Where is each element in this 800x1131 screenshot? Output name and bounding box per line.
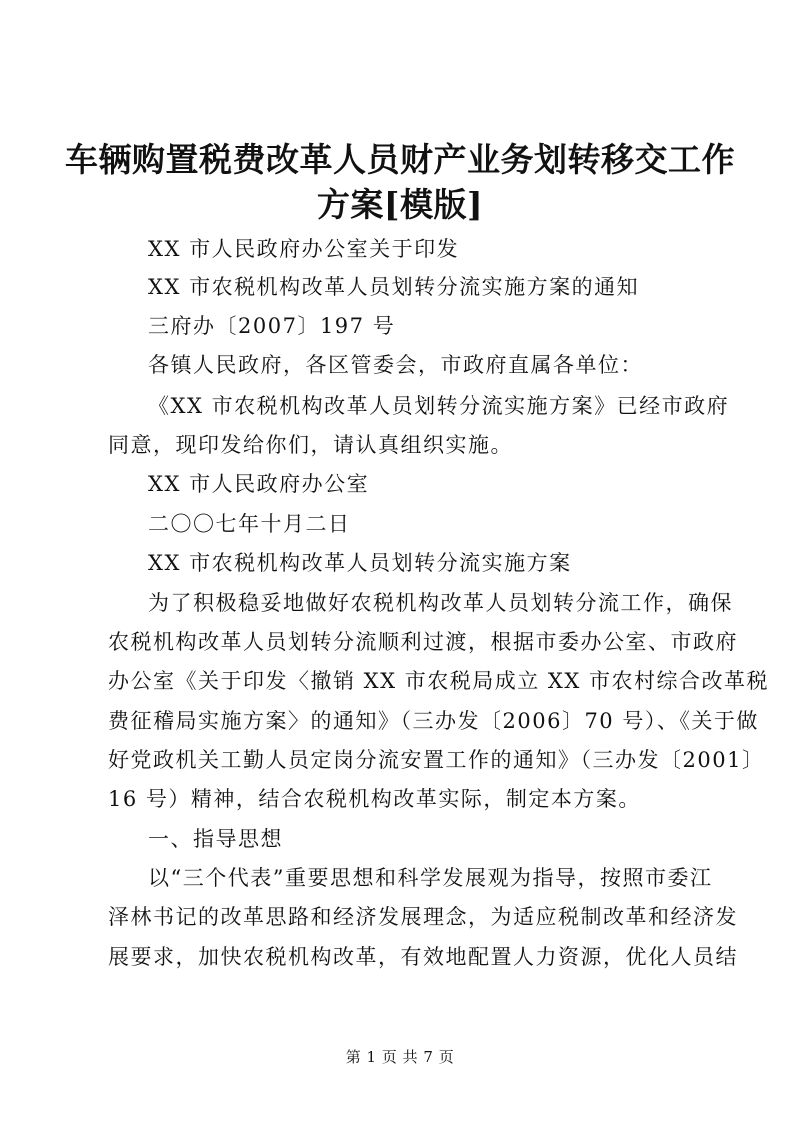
body-line: XX 市农税机构改革人员划转分流实施方案的通知 [148,275,640,299]
page-footer: 第 1 页 共 7 页 [345,1048,455,1066]
body-line: 办公室《关于印发〈撤销 XX 市农税局成立 XX 市农村综合改革税 [108,669,769,693]
body-line: 以“三个代表”重要思想和科学发展观为指导，按照市委江 [148,866,713,890]
body-line: XX 市人民政府办公室关于印发 [148,237,460,261]
body-line: 《XX 市农税机构改革人员划转分流实施方案》已经市政府 [148,394,730,418]
body-line: 三府办〔2007〕197 号 [148,314,396,338]
body-line: XX 市农税机构改革人员划转分流实施方案 [148,551,572,575]
body-line: 农税机构改革人员划转分流顺利过渡，根据市委办公室、市政府 [108,630,738,654]
body-line: 二〇〇七年十月二日 [148,512,351,536]
body-line: 同意，现印发给你们，请认真组织实施。 [108,433,513,457]
document-title-line-2: 方案[模版] [316,185,484,224]
body-line: 泽林书记的改革思路和经济发展理念，为适应税制改革和经济发 [108,905,738,929]
section-heading: 一、指导思想 [148,827,283,851]
body-line: 各镇人民政府，各区管委会，市政府直属各单位： [148,353,643,377]
document-title-line-1: 车辆购置税费改革人员财产业务划转移交工作 [65,140,735,179]
body-line: 展要求，加快农税机构改革，有效地配置人力资源，优化人员结 [108,945,738,969]
body-line: 费征稽局实施方案〉的通知》（三办发〔2006〕70 号）、《关于做 [108,709,759,733]
body-line: XX 市人民政府办公室 [148,472,370,496]
body-line: 16 号）精神，结合农税机构改革实际，制定本方案。 [108,787,641,811]
body-line: 为了积极稳妥地做好农税机构改革人员划转分流工作，确保 [148,591,733,615]
body-line: 好党政机关工勤人员定岗分流安置工作的通知》（三办发〔2001〕 [108,748,765,772]
